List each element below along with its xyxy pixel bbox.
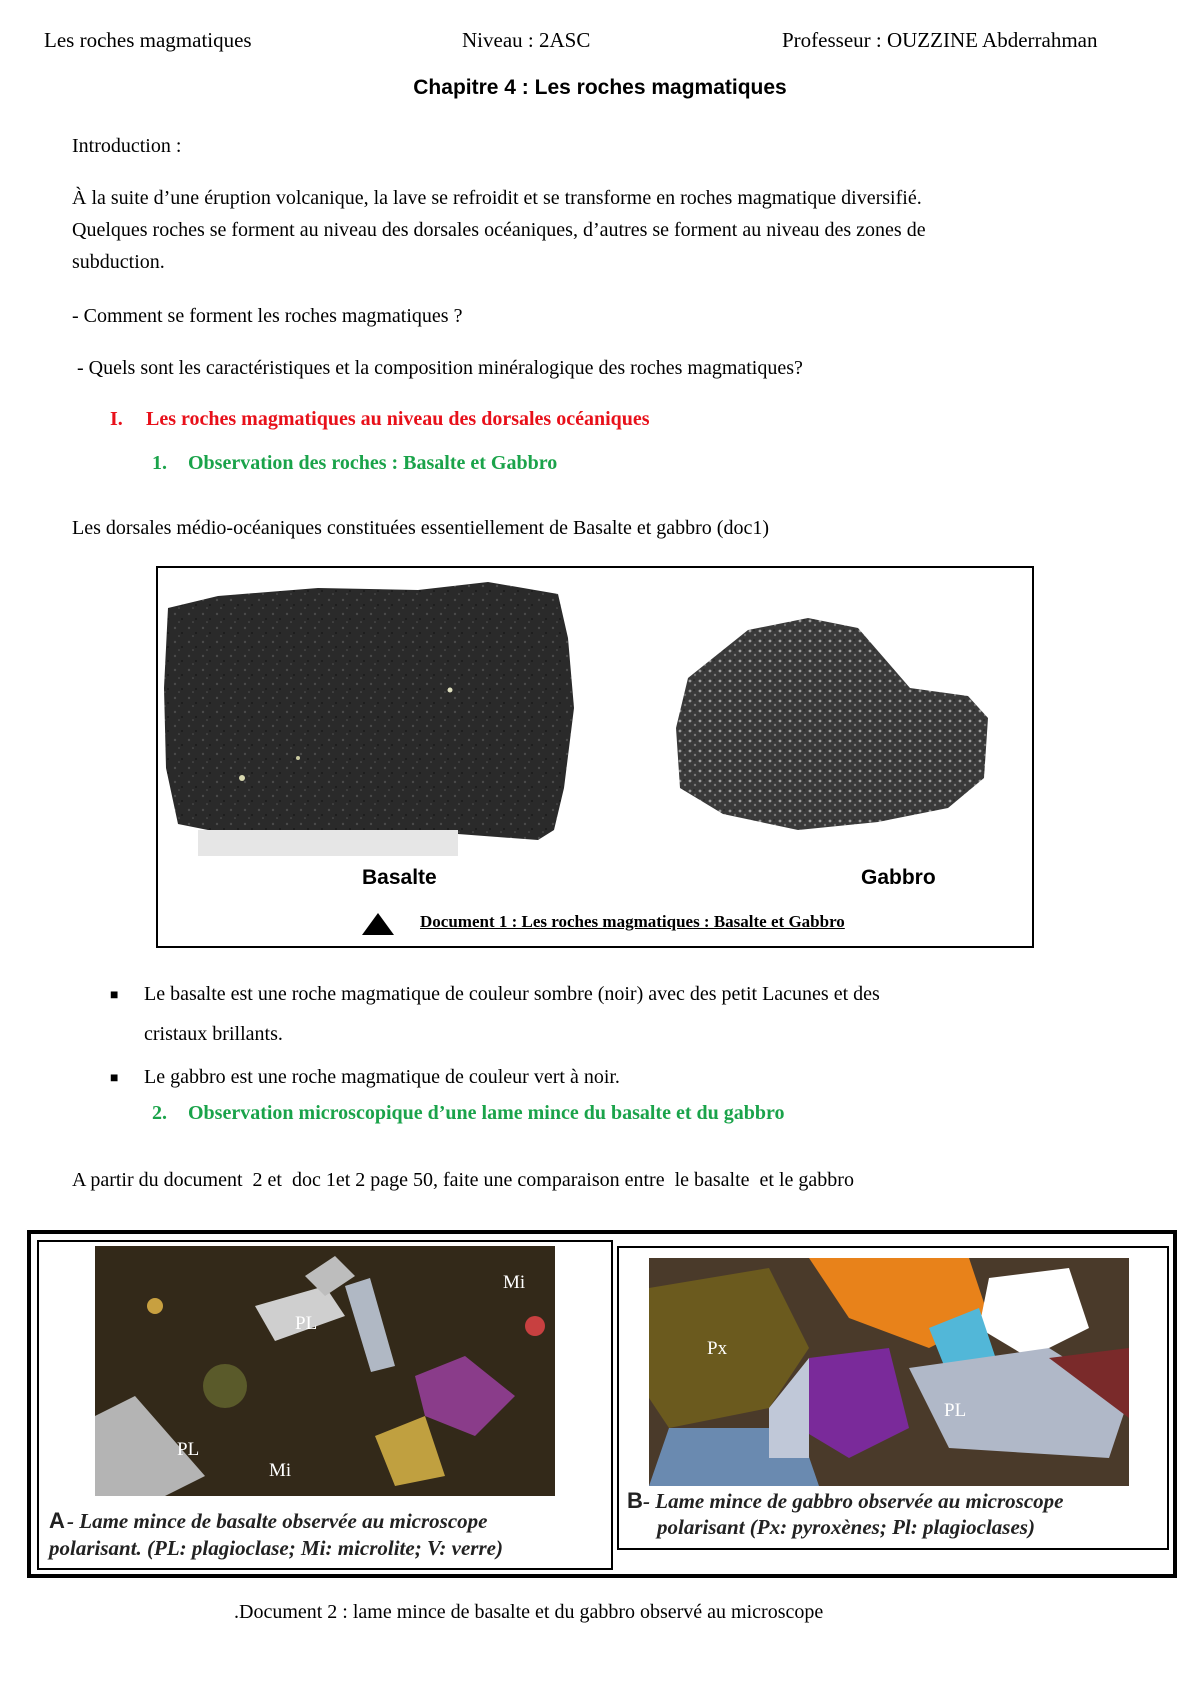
panel-b bbox=[617, 1246, 1169, 1550]
document-2-figure bbox=[27, 1230, 1177, 1578]
basalte-rock-image bbox=[164, 582, 574, 840]
subsection-2-number: 2. bbox=[152, 1102, 167, 1124]
subsection-2-title: Observation microscopique d’une lame mince du basalte et du gabbro bbox=[188, 1102, 785, 1124]
panel-a bbox=[37, 1240, 613, 1570]
document-2-caption: .Document 2 : lame mince de basalte et du gabbro observé au microscope bbox=[234, 1601, 824, 1623]
mi-label-2: Mi bbox=[269, 1460, 292, 1481]
pl-label-2: PL bbox=[177, 1439, 200, 1460]
doc2-intro-sentence: A partir du document 2 et doc 1et 2 page 50, faite une comparaison entre le basalte et le gabbro bbox=[72, 1169, 854, 1191]
intro-line-2: Quelques roches se forment au niveau des dorsales océaniques, d’autres se forment au niveau des zones de bbox=[72, 219, 926, 241]
intro-line-3: subduction. bbox=[72, 251, 165, 273]
section-1-title: Les roches magmatiques au niveau des dorsales océaniques bbox=[146, 408, 650, 430]
doc1-intro-sentence: Les dorsales médio-océaniques constituées essentiellement de Basalte et gabbro (doc1) bbox=[72, 517, 769, 539]
bullet-2: Le gabbro est une roche magmatique de couleur vert à noir. bbox=[144, 1066, 620, 1088]
intro-label: Introduction : bbox=[72, 135, 182, 157]
gabbro-thin-section-image bbox=[649, 1258, 1129, 1486]
panel-b-caption-line-1: - Lame mince de gabbro observée au microscope bbox=[643, 1489, 1064, 1513]
section-1-number: I. bbox=[110, 408, 123, 430]
header-subject: Les roches magmatiques bbox=[44, 28, 252, 52]
pl-label-1: PL bbox=[295, 1313, 318, 1334]
header-teacher: Professeur : OUZZINE Abderrahman bbox=[782, 28, 1098, 52]
intro-line-1: À la suite d’une éruption volcanique, la lave se refroidit et se transforme en roches magmatique diversifié. bbox=[72, 187, 922, 209]
panel-a-letter: A bbox=[49, 1508, 65, 1533]
page-title: Chapitre 4 : Les roches magmatiques bbox=[413, 76, 787, 99]
header-level: Niveau : 2ASC bbox=[462, 28, 591, 52]
question-2: - Quels sont les caractéristiques et la composition minéralogique des roches magmatiques? bbox=[72, 357, 803, 379]
panel-a-caption-line-2: polarisant. (PL: plagioclase; Mi: microlite; V: verre) bbox=[49, 1536, 503, 1560]
bullet-1-line-1: Le basalte est une roche magmatique de couleur sombre (noir) avec des petit Lacunes et des bbox=[144, 983, 880, 1005]
question-1: - Comment se forment les roches magmatiques ? bbox=[72, 305, 463, 327]
triangle-icon bbox=[360, 911, 396, 937]
subsection-1-title: Observation des roches : Basalte et Gabbro bbox=[188, 452, 558, 474]
px-label: Px bbox=[707, 1338, 728, 1359]
basalte-label: Basalte bbox=[362, 866, 437, 889]
panel-b-letter: B bbox=[627, 1488, 643, 1513]
bullet-icon: ■ bbox=[110, 988, 119, 1003]
document-1-figure bbox=[156, 566, 1034, 948]
document-1-caption: Document 1 : Les roches magmatiques : Basalte et Gabbro bbox=[420, 912, 845, 931]
gabbro-label: Gabbro bbox=[861, 866, 936, 889]
pl-label-3: PL bbox=[944, 1400, 967, 1421]
basalt-thin-section-image bbox=[95, 1246, 555, 1496]
bullet-1-line-2: cristaux brillants. bbox=[144, 1023, 283, 1045]
gabbro-rock-image bbox=[676, 618, 988, 830]
bullet-icon: ■ bbox=[110, 1071, 119, 1086]
mi-label-1: Mi bbox=[503, 1272, 526, 1293]
panel-a-caption-line-1: - Lame mince de basalte observée au microscope bbox=[67, 1509, 488, 1533]
panel-b-caption-line-2: polarisant (Px: pyroxènes; Pl: plagioclases) bbox=[657, 1515, 1035, 1539]
subsection-1-number: 1. bbox=[152, 452, 167, 474]
